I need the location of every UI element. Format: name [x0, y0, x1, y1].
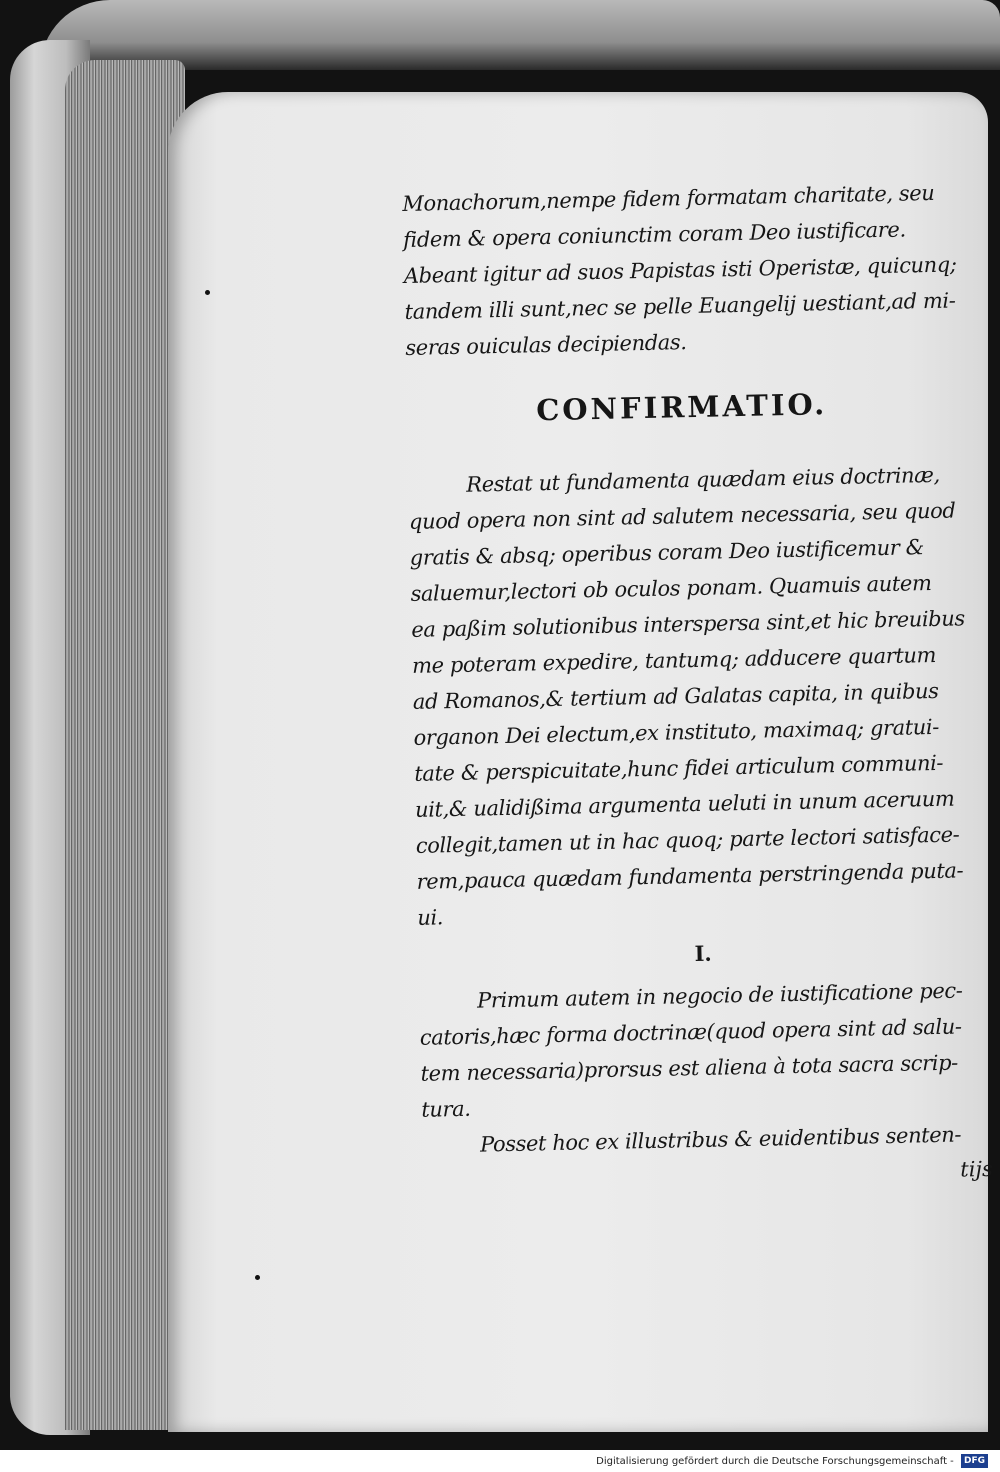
text-line: catoris,hæc forma doctrinæ(quod opera sint ad salu-: [419, 1014, 962, 1050]
page-speck: [255, 1275, 260, 1280]
text-line: Posset hoc ex illustribus & euidentibus senten-: [479, 1122, 962, 1157]
funding-credit: Digitalisierung gefördert durch die Deutsche Forschungsgemeinschaft -: [596, 1456, 954, 1467]
text-line: collegit,tamen ut in hac quoq; parte lectori satisface-: [415, 822, 960, 858]
text-line: gratis & absq; operibus coram Deo iustificemur &: [409, 535, 925, 570]
text-line: tem necessaria)prorsus est aliena à tota sacra scrip-: [420, 1050, 959, 1086]
text-line: Primum autem in negocio de iustificatione pec-: [476, 978, 963, 1013]
book-cover-top: [40, 0, 1000, 70]
catchword: tijs: [960, 1156, 993, 1182]
text-line: fidem & opera coniunctim coram Deo iustificare.: [402, 217, 906, 252]
text-line: ad Romanos,& tertium ad Galatas capita, in quibus: [412, 678, 939, 714]
text-line: organon Dei electum,ex instituto, maximaq; gratui-: [413, 714, 940, 750]
text-line: seras ouiculas decipiendas.: [405, 330, 687, 360]
digitization-footer: [0, 1452, 988, 1472]
section-heading: CONFIRMATIO.: [535, 387, 828, 428]
page-text: [402, 174, 993, 1198]
dfg-logo: DFG: [961, 1454, 988, 1468]
text-line: tandem illi sunt,nec se pelle Euangelij uestiant,ad mi-: [404, 288, 956, 324]
text-line: tate & perspicuitate,hunc fidei articulum communi-: [414, 750, 944, 786]
text-line: Monachorum,nempe fidem formatam charitate, seu: [402, 180, 935, 216]
text-line: ea paßim solutionibus interspersa sint,et hic breuibus: [411, 606, 965, 642]
text-line: saluemur,lectori ob oculos ponam. Quamuis autem: [410, 571, 932, 606]
text-line: Restat ut fundamenta quædam eius doctrinæ,: [466, 462, 940, 497]
text-line: me poteram expedire, tantumq; adducere quartum: [411, 642, 937, 678]
page-edge-stack: [65, 60, 185, 1430]
text-line: quod opera non sint ad salutem necessaria, seu quod: [408, 498, 956, 534]
text-line: tura.: [421, 1096, 471, 1122]
text-line: rem,pauca quædam fundamenta perstringenda puta-: [416, 858, 964, 894]
section-numeral: I.: [694, 940, 712, 967]
text-line: Abeant igitur ad suos Papistas isti Operistæ, quicunq;: [403, 252, 957, 288]
page-speck: [205, 290, 210, 295]
text-line: ui.: [417, 905, 444, 930]
text-line: uit,& ualidißima argumenta ueluti in unum aceruum: [414, 786, 955, 822]
